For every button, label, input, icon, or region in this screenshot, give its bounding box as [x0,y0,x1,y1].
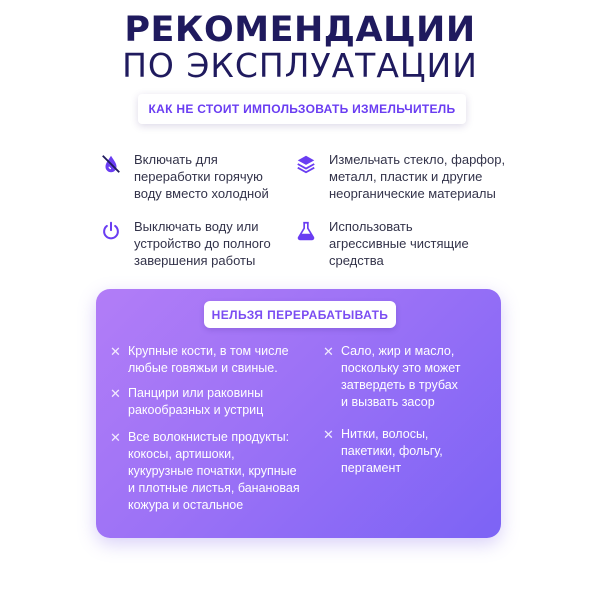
item-text-line: завершения работы [134,253,256,268]
flask-icon [295,220,317,242]
power-icon [100,220,122,242]
cross-icon: ✕ [110,386,121,401]
item-text-line: кокосы, артишоки, [128,447,235,461]
item-text-line: неорганические материалы [329,186,496,201]
dont-use-label: КАК НЕ СТОИТ ИМПОЛЬЗОВАТЬ ИЗМЕЛЬЧИТЕЛЬ [138,94,466,124]
item-text-line: пакетики, фольгу, [341,444,443,458]
item-text-line: Все волокнистые продукты: [128,430,290,444]
item-text-line: кукурузные початки, крупные [128,464,297,478]
item-text-line: пергамент [341,461,402,475]
item-text-line: затвердеть в трубах [341,378,458,392]
forbidden-item-fibrous [110,429,300,514]
cross-icon: ✕ [323,427,334,442]
item-text-line: устройство до полного [134,236,271,251]
item-text-line: средства [329,253,384,268]
item-text-line: и вызвать засор [341,395,435,409]
item-text-line: Крупные кости, в том числе [128,344,289,358]
item-text-line: переработки горячую [134,169,263,184]
item-text-line: кожура и остальное [128,498,244,512]
item-text-line: ракообразных и устриц [128,403,264,417]
page-title-line1: РЕКОМЕНДАЦИИ [124,10,476,50]
item-text-line: поскольку это может [341,361,461,375]
forbidden-item-fat [323,343,461,411]
item-text-line: Включать для [134,152,218,167]
item-text-line: и плотные листья, банановая [128,481,300,495]
page-title-line2: ПО ЭКСПЛУАТАЦИИ [122,46,478,85]
item-text-line: Панцири или раковины [128,386,264,400]
cross-icon: ✕ [323,344,334,359]
cross-icon: ✕ [110,430,121,445]
layers-icon [295,153,317,175]
item-text-line: агрессивные чистящие [329,236,469,251]
item-text-line: Нитки, волосы, [341,427,429,441]
item-text-line: Сало, жир и масло, [341,344,455,358]
forbidden-label: НЕЛЬЗЯ ПЕРЕРАБАТЫВАТЬ [204,301,396,328]
item-text-line: Выключать воду или [134,219,259,234]
hot-water-icon [100,153,122,175]
dont-item-power-off [100,218,271,269]
item-text-line: металл, пластик и другие [329,169,483,184]
dont-item-inorganic [295,151,505,202]
forbidden-item-threads [323,426,443,477]
forbidden-item-bones [110,343,289,377]
dont-item-chemicals [295,218,469,269]
item-text-line: Измельчать стекло, фарфор, [329,152,506,167]
item-text-line: любые говяжьи и свиные. [128,361,278,375]
dont-item-hot-water [100,151,269,202]
forbidden-item-shells [110,385,263,419]
item-text-line: Использовать [329,219,413,234]
item-text-line: воду вместо холодной [134,186,269,201]
cross-icon: ✕ [110,344,121,359]
